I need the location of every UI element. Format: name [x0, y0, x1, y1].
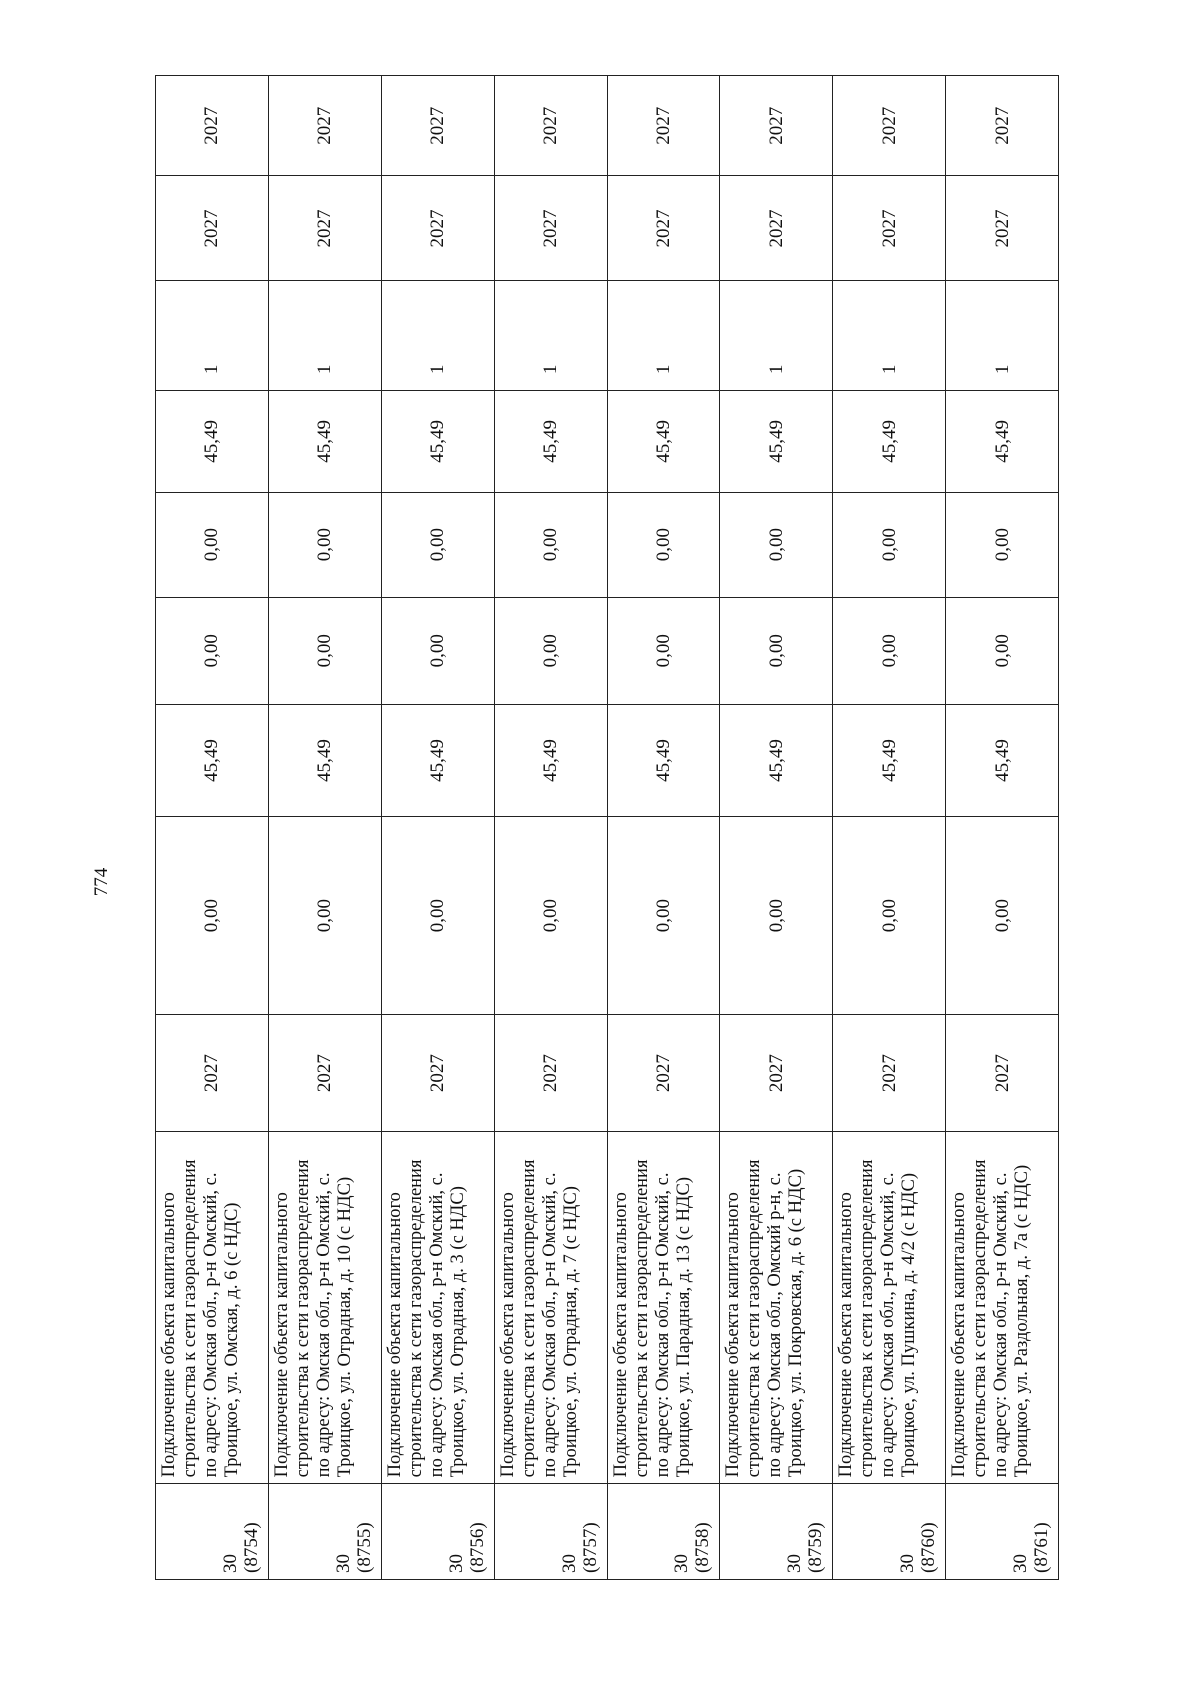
description-cell: Подключение объекта капитального строительства к сети газораспределения по адресу: Омская обл., р-н Омский, с. Троицкое, ул. Раздольная, д. 7а (с НДС)	[946, 1131, 1059, 1483]
value-b-cell: 45,49	[946, 704, 1059, 816]
row-code: (8755)	[353, 1522, 375, 1573]
value-b-cell: 45,49	[607, 704, 720, 816]
value-b-cell: 45,49	[268, 704, 381, 816]
year-c-cell: 2027	[946, 76, 1059, 176]
value-e-cell: 45,49	[946, 391, 1059, 493]
row-number-cell	[720, 1484, 833, 1580]
value-d-cell: 0,00	[156, 492, 269, 597]
value-e-cell: 45,49	[156, 391, 269, 493]
value-b-cell: 45,49	[381, 704, 494, 816]
row-number-cell	[268, 1484, 381, 1580]
year-b-cell: 2027	[156, 176, 269, 281]
row-number-cell	[494, 1484, 607, 1580]
table-row	[156, 76, 269, 1580]
count-cell: 1	[833, 281, 946, 391]
description-cell: Подключение объекта капитального строительства к сети газораспределения по адресу: Омская обл., р-н Омский, с. Троицкое, ул. Пушкина, д. 4/2 (с НДС)	[833, 1131, 946, 1483]
count-cell: 1	[268, 281, 381, 391]
year-a-cell: 2027	[607, 1015, 720, 1132]
description-cell: Подключение объекта капитального строительства к сети газораспределения по адресу: Омская обл., р-н Омский, с. Троицкое, ул. Отрадная, д. 7 (с НДС)	[494, 1131, 607, 1483]
value-c-cell: 0,00	[833, 597, 946, 704]
value-e-cell: 45,49	[833, 391, 946, 493]
value-e-cell: 45,49	[381, 391, 494, 493]
year-c-cell: 2027	[268, 76, 381, 176]
page-number: 774	[91, 867, 112, 897]
year-b-cell: 2027	[833, 176, 946, 281]
year-c-cell: 2027	[833, 76, 946, 176]
row-code: (8757)	[579, 1522, 601, 1573]
table-row	[946, 76, 1059, 1580]
year-b-cell: 2027	[268, 176, 381, 281]
year-c-cell: 2027	[156, 76, 269, 176]
year-b-cell: 2027	[607, 176, 720, 281]
value-a-cell: 0,00	[833, 816, 946, 1014]
value-a-cell: 0,00	[156, 816, 269, 1014]
row-code: (8758)	[692, 1522, 714, 1573]
year-a-cell: 2027	[381, 1015, 494, 1132]
description-cell: Подключение объекта капитального строительства к сети газораспределения по адресу: Омская обл., р-н Омский, с. Троицкое, ул. Парадная, д. 13 (с НДС)	[607, 1131, 720, 1483]
value-b-cell: 45,49	[494, 704, 607, 816]
value-c-cell: 0,00	[946, 597, 1059, 704]
year-a-cell: 2027	[720, 1015, 833, 1132]
value-d-cell: 0,00	[946, 492, 1059, 597]
value-e-cell: 45,49	[720, 391, 833, 493]
value-d-cell: 0,00	[720, 492, 833, 597]
row-code: (8754)	[240, 1522, 262, 1573]
row-number: 30	[219, 1554, 241, 1573]
year-c-cell: 2027	[494, 76, 607, 176]
row-number-cell	[607, 1484, 720, 1580]
value-c-cell: 0,00	[607, 597, 720, 704]
description-cell: Подключение объекта капитального строительства к сети газораспределения по адресу: Омская обл., р-н Омский, с. Троицкое, ул. Омская, д. 6 (с НДС)	[156, 1131, 269, 1483]
value-d-cell: 0,00	[607, 492, 720, 597]
row-number: 30	[332, 1554, 354, 1573]
value-d-cell: 0,00	[494, 492, 607, 597]
row-number-cell	[946, 1484, 1059, 1580]
year-a-cell: 2027	[156, 1015, 269, 1132]
row-code: (8756)	[466, 1522, 488, 1573]
table-row	[833, 76, 946, 1580]
table-container	[155, 75, 1059, 1580]
value-e-cell: 45,49	[607, 391, 720, 493]
row-number: 30	[558, 1554, 580, 1573]
investment-table	[155, 75, 1059, 1580]
row-number: 30	[1010, 1554, 1031, 1573]
year-a-cell: 2027	[268, 1015, 381, 1132]
year-a-cell: 2027	[494, 1015, 607, 1132]
description-cell: Подключение объекта капитального строительства к сети газораспределения по адресу: Омская обл., р-н Омский, с. Троицкое, ул. Отрадная, д. 10 (с НДС)	[268, 1131, 381, 1483]
value-c-cell: 0,00	[381, 597, 494, 704]
table-row	[381, 76, 494, 1580]
row-number: 30	[671, 1554, 693, 1573]
row-number-cell	[381, 1484, 494, 1580]
value-b-cell: 45,49	[833, 704, 946, 816]
value-a-cell: 0,00	[268, 816, 381, 1014]
table-body	[156, 76, 1059, 1580]
row-code: (8759)	[805, 1522, 827, 1573]
year-a-cell: 2027	[946, 1015, 1059, 1132]
row-number-cell	[156, 1484, 269, 1580]
year-c-cell: 2027	[607, 76, 720, 176]
value-a-cell: 0,00	[381, 816, 494, 1014]
row-number: 30	[897, 1554, 919, 1573]
year-b-cell: 2027	[720, 176, 833, 281]
year-b-cell: 2027	[381, 176, 494, 281]
year-a-cell: 2027	[833, 1015, 946, 1132]
value-b-cell: 45,49	[156, 704, 269, 816]
row-code: (8761)	[1031, 1522, 1052, 1573]
value-b-cell: 45,49	[720, 704, 833, 816]
row-number-cell	[833, 1484, 946, 1580]
value-c-cell: 0,00	[268, 597, 381, 704]
value-d-cell: 0,00	[268, 492, 381, 597]
year-b-cell: 2027	[494, 176, 607, 281]
value-c-cell: 0,00	[494, 597, 607, 704]
table-row	[494, 76, 607, 1580]
year-c-cell: 2027	[720, 76, 833, 176]
value-a-cell: 0,00	[607, 816, 720, 1014]
value-a-cell: 0,00	[494, 816, 607, 1014]
count-cell: 1	[607, 281, 720, 391]
description-cell: Подключение объекта капитального строительства к сети газораспределения по адресу: Омская обл., Омский р-н, с. Троицкое, ул. Покровская, д. 6 (с НДС)	[720, 1131, 833, 1483]
table-row	[268, 76, 381, 1580]
row-number: 30	[445, 1554, 467, 1573]
description-cell: Подключение объекта капитального строительства к сети газораспределения по адресу: Омская обл., р-н Омский, с. Троицкое, ул. Отрадная, д. 3 (с НДС)	[381, 1131, 494, 1483]
value-c-cell: 0,00	[156, 597, 269, 704]
year-c-cell: 2027	[381, 76, 494, 176]
value-d-cell: 0,00	[833, 492, 946, 597]
count-cell: 1	[381, 281, 494, 391]
count-cell: 1	[156, 281, 269, 391]
year-b-cell: 2027	[946, 176, 1059, 281]
value-a-cell: 0,00	[720, 816, 833, 1014]
value-e-cell: 45,49	[268, 391, 381, 493]
table-row	[607, 76, 720, 1580]
row-code: (8760)	[918, 1522, 940, 1573]
value-d-cell: 0,00	[381, 492, 494, 597]
count-cell: 1	[494, 281, 607, 391]
value-e-cell: 45,49	[494, 391, 607, 493]
table-row	[720, 76, 833, 1580]
row-number: 30	[784, 1554, 806, 1573]
count-cell: 1	[946, 281, 1059, 391]
count-cell: 1	[720, 281, 833, 391]
value-c-cell: 0,00	[720, 597, 833, 704]
value-a-cell: 0,00	[946, 816, 1059, 1014]
